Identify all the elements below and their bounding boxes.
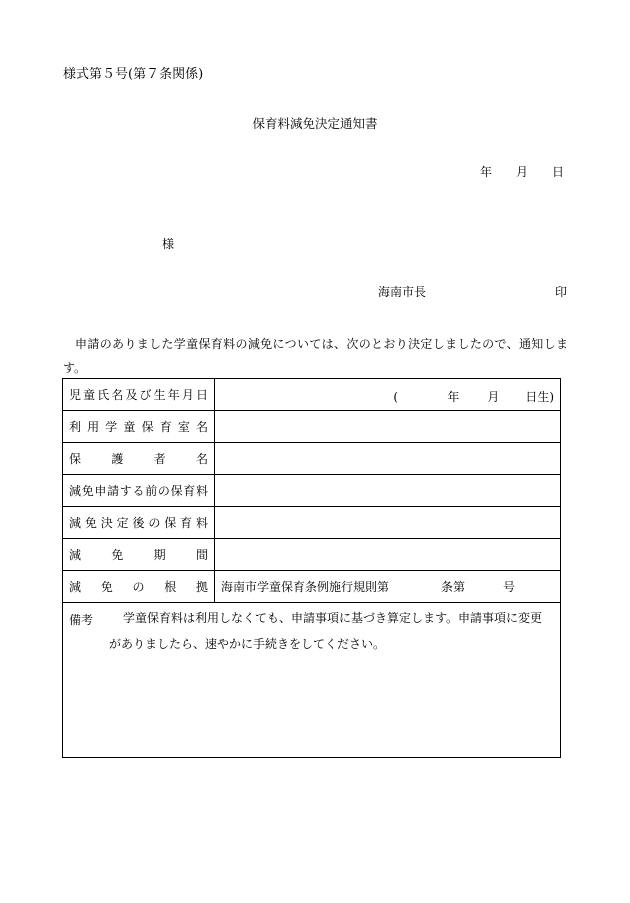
table-row-fee-after [63,507,561,539]
period-value [215,539,561,571]
notes-cell [63,603,561,758]
notes-line-2: がありましたら、速やかに手続きをしてください。 [109,637,386,651]
form-number: 様式第５号(第７条関係) [63,67,204,82]
table-row-fee-before [63,475,561,507]
basis-label: 減免の根拠 [63,571,215,603]
basis-rule-prefix: 海南市学童保育条例施行規則第 [221,580,390,594]
birth-month-label: 月 [487,390,500,404]
notes-line-1: 学童保育料は利用しなくても、申請事項に基づき算定します。申請事項に変更 [123,611,543,625]
guardian-label: 保護者名 [63,443,215,475]
table-row-basis [63,571,561,603]
basis-article-label: 条第 [440,580,465,594]
table-row-guardian [63,443,561,475]
fee-after-value [215,507,561,539]
date-line [480,166,564,178]
date-day-label: 日 [552,165,565,179]
child-name-value [215,379,561,411]
notes-text [109,605,554,657]
page-title: 保育料減免決定通知書 [252,116,378,131]
date-month-label: 月 [516,165,529,179]
issuer-name: 海南市長 [378,285,427,299]
basis-item-label: 号 [502,580,515,594]
birth-day-label: 日生) [525,390,554,404]
decision-table [62,378,561,758]
facility-value [215,411,561,443]
table-row-child [63,379,561,411]
guardian-value [215,443,561,475]
basis-value [215,571,561,603]
birthdate-field [393,388,554,405]
notes-label: 備考 [69,613,94,627]
birth-year-label: 年 [447,390,460,404]
fee-before-label: 減免申請する前の保育料 [63,475,215,507]
intro-paragraph: 申請のありました学童保育料の減免については、次のとおり決定しましたので、通知します。 [63,337,568,375]
addressee-suffix: 様 [162,237,175,251]
seal-mark: 印 [555,285,568,299]
fee-after-label: 減免決定後の保育料 [63,507,215,539]
table-row-facility [63,411,561,443]
date-year-label: 年 [480,165,493,179]
facility-label: 利用学童保育室名 [63,411,215,443]
table-row-period [63,539,561,571]
birth-open-paren: ( [393,390,398,404]
fee-before-value [215,475,561,507]
table-row-notes [63,603,561,758]
child-name-label: 児童氏名及び生年月日 [63,379,215,411]
period-label: 減免期間 [63,539,215,571]
